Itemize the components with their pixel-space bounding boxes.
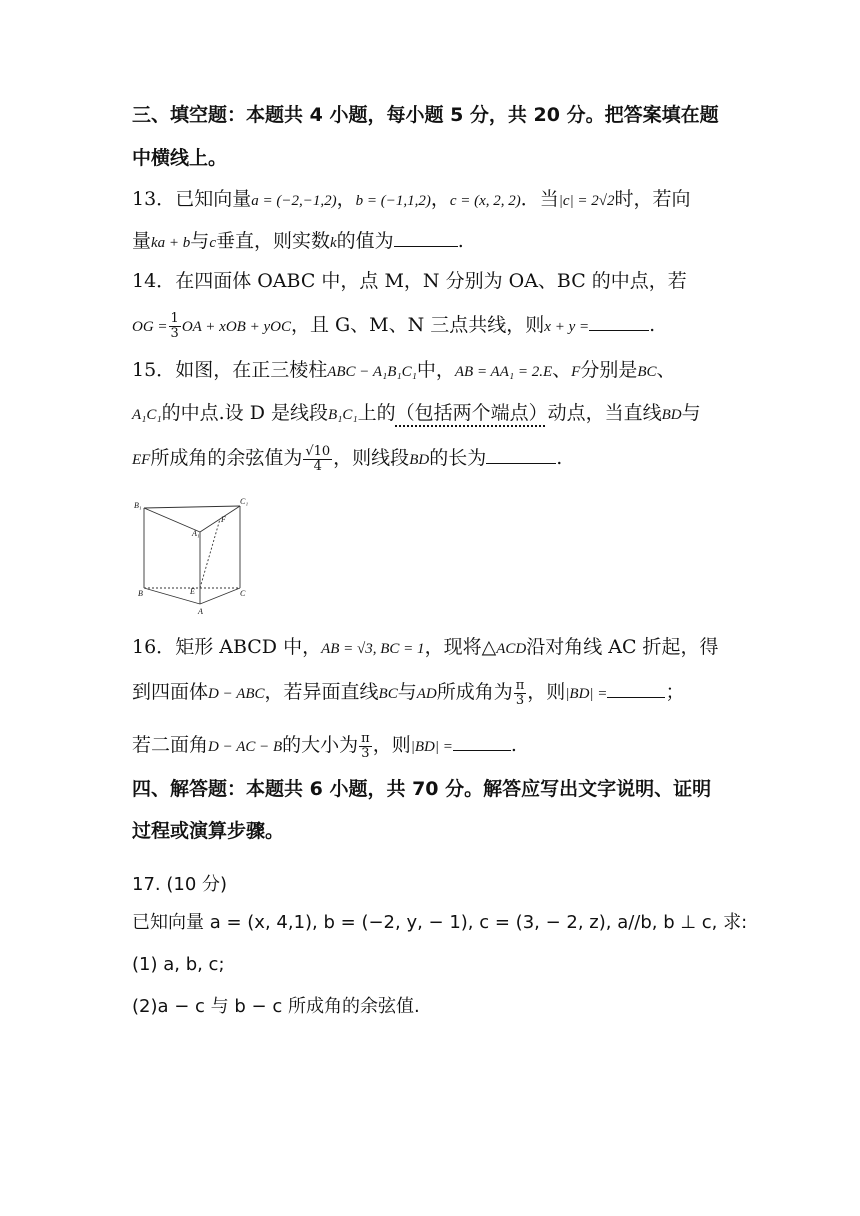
q14-number: 14．	[132, 270, 176, 292]
q15-expr: ABC − A₁B₁C₁	[327, 364, 417, 380]
edge-ac	[200, 588, 240, 604]
q15-text: ，则线段	[333, 447, 410, 469]
section-4-heading-cont: 过程或演算步骤。	[132, 820, 285, 842]
q13-text: 垂直，则实数	[215, 230, 330, 252]
q16-text: 若二面角	[132, 734, 209, 756]
question-14-line1	[132, 266, 732, 296]
question-16-line2	[132, 677, 732, 709]
q13-sep: ，	[336, 188, 356, 210]
q15-expr: EF	[132, 452, 151, 468]
q16-text: .	[510, 734, 517, 756]
q16-fraction-2	[359, 732, 372, 761]
q15-expr: A₁C₁	[132, 407, 162, 423]
q13-expr: k	[330, 235, 337, 251]
label-e: E	[190, 587, 195, 596]
q13-vector-c: c = (x, 2, 2)	[449, 193, 521, 209]
label-b1: B₁	[134, 501, 142, 510]
fraction-denominator: 3	[515, 692, 525, 708]
question-16-line3	[132, 730, 732, 762]
q13-expr: ka + b	[151, 235, 191, 251]
q16-expr: D − ABC	[208, 686, 265, 702]
q13-text: ．当	[520, 188, 559, 210]
q13-sep: ，	[430, 188, 450, 210]
q16-text: 沿对角线 AC 折起，得	[526, 636, 719, 658]
q15-expr: E	[542, 364, 553, 380]
label-a: A	[198, 607, 203, 616]
q16-expr: D − AC − B	[208, 739, 283, 755]
fraction-numerator: π	[515, 677, 525, 693]
q13-text: 与	[190, 230, 210, 252]
q14-answer-blank[interactable]	[589, 312, 649, 331]
q16-text: ，则	[527, 681, 566, 703]
question-17-title: 17. (10 分)	[132, 874, 228, 895]
q16-text: ，现将△	[424, 636, 497, 658]
question-17-part-1: (1) a, b, c;	[132, 954, 225, 975]
fraction-denominator: 4	[313, 458, 322, 474]
fraction-numerator: √10	[305, 443, 331, 459]
q13-expr: c	[209, 235, 216, 251]
q16-text: ，则	[372, 734, 411, 756]
q15-fraction	[303, 445, 332, 474]
q16-number: 16．	[132, 636, 176, 658]
question-15-line1	[132, 355, 732, 387]
q15-number: 15．	[132, 359, 176, 381]
q15-text: .	[556, 447, 563, 469]
q15-text: 动点，当直线	[547, 402, 662, 424]
q15-text: 的长为	[429, 447, 487, 469]
q15-text: 与	[681, 402, 701, 424]
fraction-denominator: 3	[361, 745, 370, 761]
q16-text: 与	[397, 681, 417, 703]
q13-answer-blank[interactable]	[394, 228, 458, 247]
q16-text: ；	[665, 681, 685, 703]
q16-expr: ACD	[496, 641, 527, 657]
q15-text: 如图，在正三棱柱	[175, 359, 328, 381]
fraction-numerator: 1	[170, 310, 179, 326]
q15-text: 、	[656, 359, 676, 381]
q13-text: 的值为	[336, 230, 394, 252]
q16-expr: |BD| =	[410, 739, 453, 755]
q15-text: 、	[552, 359, 572, 381]
q16-expr: AB = √3, BC = 1	[321, 641, 425, 657]
q13-vector-a: a = (−2,−1,2)	[251, 193, 337, 209]
question-17-statement: 已知向量 a = (x, 4,1), b = (−2, y, − 1), c = (3, − 2, z), a//b, b ⊥ c, 求:	[132, 912, 748, 933]
q13-text: 时，若向	[614, 188, 691, 210]
q15-text: 中，	[416, 359, 455, 381]
question-15-line3	[132, 443, 732, 475]
fraction-numerator: π	[361, 730, 370, 746]
label-a1: A₁	[192, 529, 200, 538]
section-4-heading: 四、解答题：本题共 6 小题，共 70 分。解答应写出文字说明、证明	[132, 778, 712, 800]
question-17-part-2: (2)a − c 与 b − c 所成角的余弦值.	[132, 996, 420, 1017]
q13-text: 已知向量	[175, 188, 252, 210]
q16-text: 的大小为	[282, 734, 359, 756]
q15-expr: BD	[409, 452, 430, 468]
q16-text: 矩形 ABCD 中，	[175, 636, 322, 658]
section-3-heading: 三、填空题：本题共 4 小题，每小题 5 分，共 20 分。把答案填在题	[132, 104, 719, 126]
label-f: F	[221, 515, 226, 524]
q14-text: ，且 G、M、N 三点共线，则	[290, 314, 545, 336]
q15-text: 的中点.设 D 是线段	[161, 402, 328, 424]
question-13-line2	[132, 226, 732, 258]
q13-number: 13．	[132, 188, 176, 210]
q16-text: ，若异面直线	[264, 681, 379, 703]
q15-text: 上的	[357, 402, 396, 424]
q13-vector-b: b = (−1,1,2)	[355, 193, 431, 209]
label-c1: C₁	[240, 497, 249, 506]
segment-ef	[200, 519, 220, 588]
q15-expr: BC	[637, 364, 657, 380]
q13-condition: |c| = 2√2	[558, 193, 615, 209]
q15-text: 分别是	[580, 359, 638, 381]
q15-expr: BD	[661, 407, 682, 423]
q16-expr: |BD| =	[565, 686, 608, 702]
q14-expr: OA + xOB + yOC	[181, 319, 291, 335]
prism-figure	[132, 494, 252, 616]
edge-b1c1	[144, 506, 240, 508]
q16-fraction	[514, 679, 527, 708]
fraction-denominator: 3	[170, 325, 179, 341]
q15-answer-blank[interactable]	[486, 445, 556, 464]
q15-expr: AB = AA₁ = 2.	[454, 364, 543, 380]
q16-text: 到四面体	[132, 681, 209, 703]
q14-expr: OG =	[132, 319, 168, 335]
q15-expr: B₁C₁	[327, 407, 358, 423]
q16-expr: BC	[378, 686, 398, 702]
q16-text: 所成角为	[436, 681, 513, 703]
q16-answer-blank-1[interactable]	[607, 679, 665, 698]
q13-text: 量	[132, 230, 152, 252]
q16-expr: AD	[416, 686, 437, 702]
q15-expr: F	[571, 364, 581, 380]
q14-text: 在四面体 OABC 中，点 M，N 分别为 OA、BC 的中点，若	[175, 270, 687, 292]
q14-expr: x + y =	[544, 319, 590, 335]
question-14-line2	[132, 310, 732, 342]
q15-emphasis: （包括两个端点）	[395, 402, 548, 424]
q16-answer-blank-2[interactable]	[453, 732, 511, 751]
edge-a1c1	[200, 506, 240, 532]
label-b: B	[138, 589, 143, 598]
q15-text: 所成角的余弦值为	[150, 447, 303, 469]
question-16-line1	[132, 632, 732, 664]
q14-text: .	[649, 314, 656, 336]
q14-fraction	[169, 312, 181, 341]
question-13-line1	[132, 184, 732, 216]
q13-text: .	[457, 230, 464, 252]
section-3-heading-cont: 中横线上。	[132, 147, 228, 169]
question-15-line2	[132, 398, 732, 430]
label-c: C	[240, 589, 246, 598]
